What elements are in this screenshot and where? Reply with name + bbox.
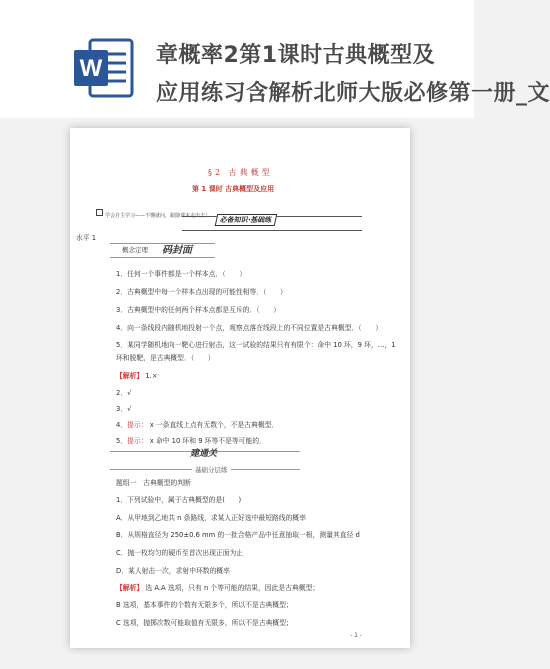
q2-option-c: C．抛一枚均匀的硬币至首次出现正面为止 — [116, 549, 244, 557]
question-2: 2．古典概型中每一个样本点出现的可能性相等．（ ） — [116, 288, 287, 296]
document-title-line-1[interactable]: 章概率2第1课时古典概型及 — [156, 43, 436, 68]
q2-option-b: B．从规格直径为 250±0.6 mm 的一批合格产品中任意抽取一根，测量其直径 d — [116, 531, 360, 539]
question-1: 1．任何一个事件都是一个样本点．（ ） — [116, 270, 247, 278]
question-3: 3．古典概型中的任何两个样本点都是互斥的．（ ） — [116, 306, 281, 314]
hint-4 — [116, 419, 278, 429]
layer-banner-label: 基础分层练 — [192, 465, 231, 474]
question-5: 5．某同学随机地向一靶心进行射击，这一试验的结果只有有限个：命中 10 环，9 环，…，1 — [116, 341, 396, 349]
word-document-icon — [72, 36, 136, 100]
q2-option-a: A．从甲地到乙地共 n 条路线，求某人正好选中最短路线的概率 — [116, 514, 306, 522]
knowledge-banner-label: 必备知识·基础练 — [215, 214, 277, 226]
title-clip — [0, 0, 550, 118]
question-4: 4．向一条线段内随机地投射一个点，观察点落在线段上的不同位置是古典概型．（ ） — [116, 324, 383, 332]
question-5-cont: 环和脱靶，是古典概型．（ ） — [116, 354, 215, 362]
answer-first-num: 1. — [145, 372, 152, 380]
solution-label: 【解析】 — [116, 584, 144, 592]
answer-2: 2．√ — [116, 389, 132, 397]
note-box-icon — [96, 209, 103, 216]
chapter-title: §2 古典概型 — [208, 168, 273, 177]
section2-handwriting: 建通关 — [190, 449, 218, 459]
lesson-title: 第 1 课时 古典概型及应用 — [192, 185, 275, 193]
study-note — [96, 202, 216, 219]
hint-4-label: 提示： — [127, 421, 148, 429]
section1-line-bottom — [110, 257, 215, 258]
svg-text:W: W — [79, 55, 103, 82]
solution-line-2: B 选项，基本事件的个数有无限多个，所以不是古典概型； — [116, 601, 293, 609]
hint-4-text: x 一条直线上点有无数个，不是古典概型． — [149, 421, 279, 429]
topic-label: 题组一 古典概型的判断 — [116, 479, 191, 487]
answer-first — [116, 370, 158, 380]
section1-label: 概念定理 — [122, 246, 148, 254]
hint-5-num: 5． — [116, 437, 128, 445]
answer-label: 【解析】 — [116, 372, 144, 380]
section1-handwriting: 码封面 — [162, 245, 192, 256]
answer-3: 3．√ — [116, 405, 132, 413]
q2-intro: 1．下列试验中，属于古典概型的是( ) — [116, 496, 242, 504]
hint-5-text: x 命中 10 环和 9 环等不是等可能的． — [149, 437, 266, 445]
document-title-line-2[interactable]: 应用练习含解析北师大版必修第一册_文 — [156, 81, 550, 106]
solution-line-3: C 选项，抛掷次数可能取值有无限多，所以不是古典概型； — [116, 619, 293, 627]
document-page — [70, 128, 410, 648]
solution-line-1 — [116, 582, 319, 592]
level-label: 水平 1 — [76, 234, 97, 242]
hint-5-label: 提示： — [127, 437, 148, 445]
solution-line-1-text: 选 A.A 选项，只有 n 个等可能的结果，因此是古典概型； — [145, 584, 320, 592]
hint-4-num: 4． — [116, 421, 128, 429]
page-number: - 1 - — [350, 632, 362, 639]
answer-first-mark: × — [151, 372, 158, 380]
q2-option-d: D．某人射击一次，求射中环数的概率 — [116, 567, 230, 575]
study-note-text: 学会自主学习——不懂就问，跟随课本走出去！ — [105, 213, 211, 219]
hint-5 — [116, 435, 266, 445]
preview-header — [0, 0, 550, 118]
